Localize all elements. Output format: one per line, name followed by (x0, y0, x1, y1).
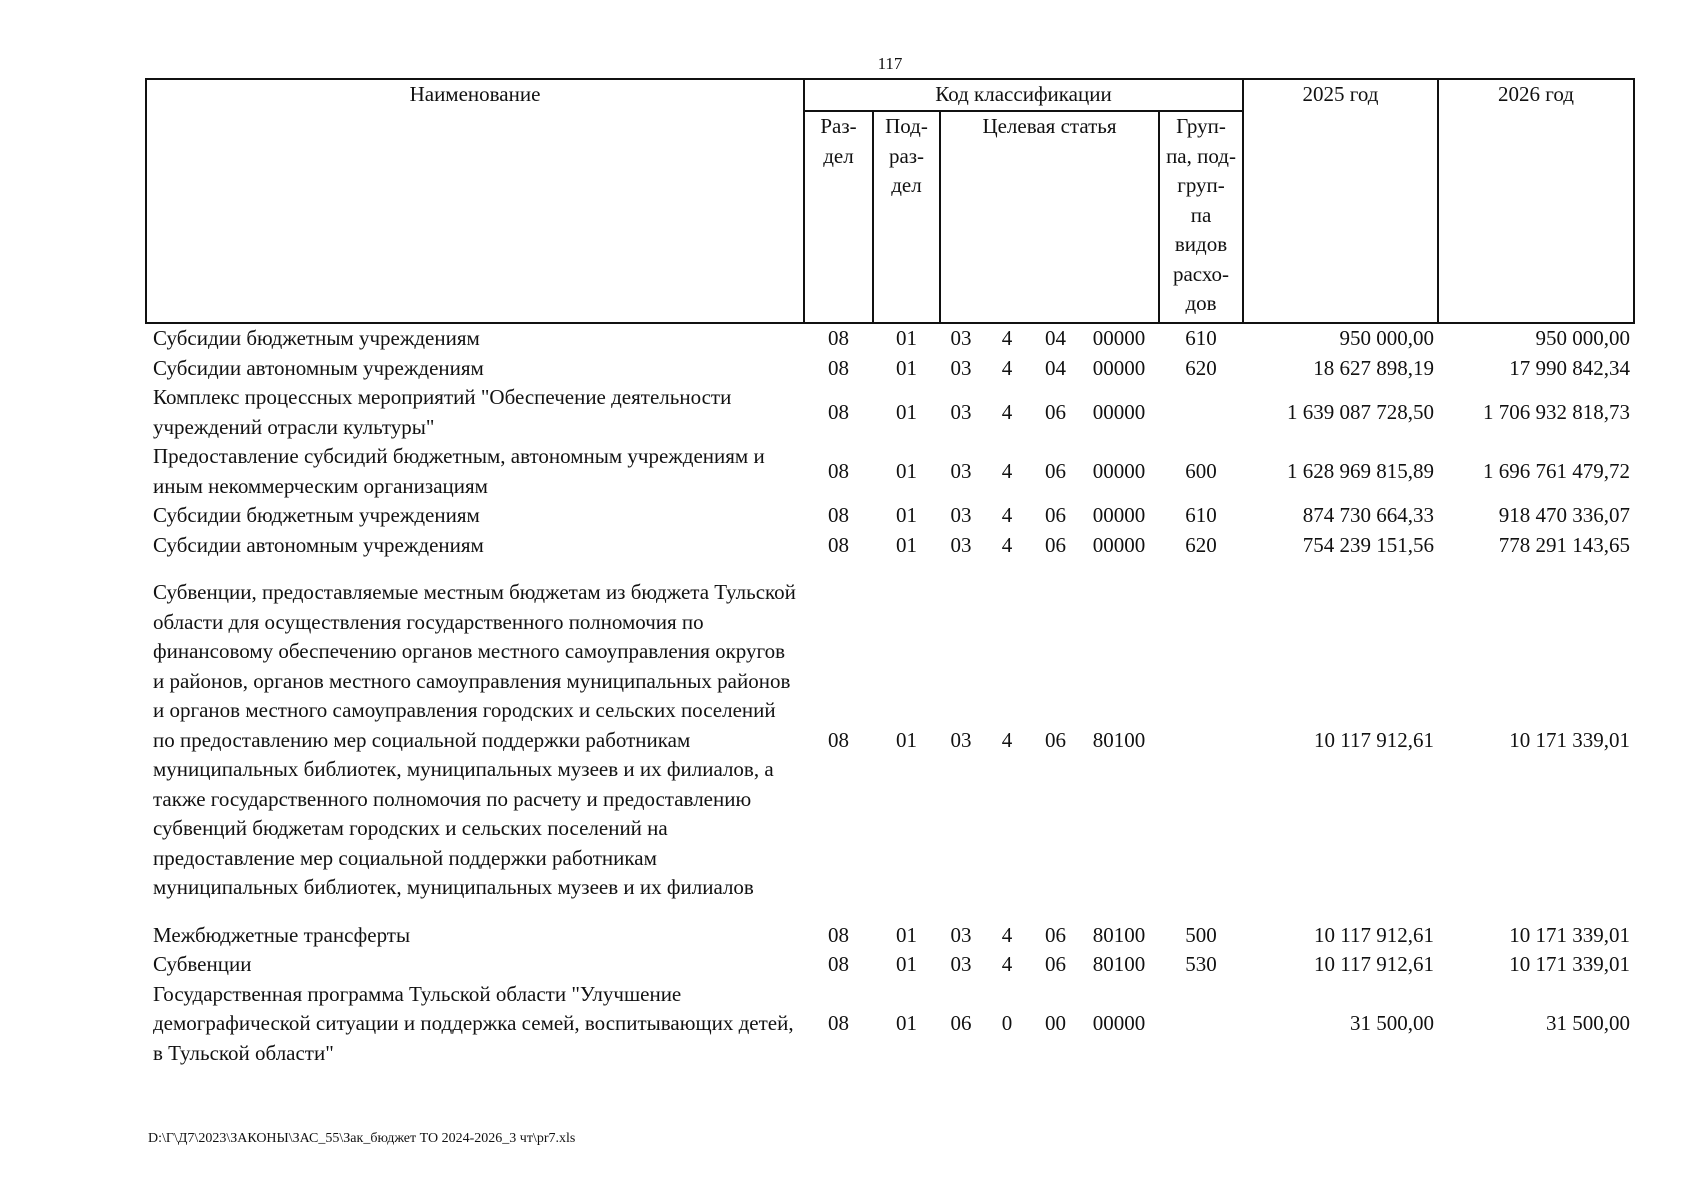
row-2025-value: 10 117 912,61 (1314, 922, 1434, 947)
row-target-3: 06 (1045, 922, 1066, 947)
row-razdel: 08 (828, 1011, 849, 1035)
row-razdel: 08 (828, 532, 849, 557)
row-group: 500 (1185, 922, 1217, 947)
row-group (1159, 560, 1243, 921)
row-2025-value: 10 117 912,61 (1314, 952, 1434, 976)
row-razdel: 08 (828, 922, 849, 947)
table-header (146, 79, 1634, 323)
table-row (146, 501, 1634, 531)
row-group: 620 (1185, 532, 1217, 557)
row-group (1159, 980, 1243, 1069)
row-razdel: 08 (828, 503, 849, 527)
header-year-2026: 2026 год (1438, 79, 1634, 323)
row-target-2: 4 (1001, 727, 1013, 752)
row-2026-value: 17 990 842,34 (1509, 355, 1630, 380)
row-target-3: 06 (1045, 952, 1066, 976)
row-target-4: 00000 (1092, 458, 1146, 483)
row-2025-value: 1 628 969 815,89 (1287, 458, 1434, 483)
row-2025-value: 754 239 151,56 (1302, 532, 1434, 557)
table-row (146, 442, 1634, 501)
row-podrazdel: 01 (896, 922, 917, 947)
row-target-1: 03 (950, 458, 972, 483)
header-target-article: Целевая статья (940, 111, 1159, 323)
header-name: Наименование (146, 79, 804, 323)
row-razdel: 08 (828, 458, 849, 483)
row-razdel: 08 (828, 952, 849, 976)
row-target-1: 03 (950, 399, 972, 424)
row-target-4: 80100 (1092, 922, 1146, 947)
table-row (146, 323, 1634, 354)
header-razdel: Раз- дел (804, 111, 873, 323)
row-name: Комплекс процессных мероприятий "Обеспечение деятельности учреждений отрасли культуры" (153, 385, 732, 439)
row-2026-value: 950 000,00 (1535, 326, 1630, 350)
row-target-4: 00000 (1092, 326, 1146, 350)
row-group: 610 (1185, 503, 1217, 527)
row-target-1: 03 (950, 922, 972, 947)
row-target-3: 06 (1045, 727, 1066, 752)
row-name: Субвенции, предоставляемые местным бюджетам из бюджета Тульской области для осуществления государственного полномочия по финансовому обеспечению органов местного самоуправления округов и районов, органов местного самоуправления муниципальных районов и органов местного самоуправления городских и сельских поселений по предоставлению мер социальной поддержки работникам муниципальных библиотек, муниципальных музеев и их филиалов, а также государственного полномочия по расчету и предоставлению субвенций бюджетам городских и сельских поселений на предоставление мер социальной поддержки работникам муниципальных библиотек, муниципальных музеев и их филиалов (153, 580, 796, 899)
header-code-classification: Код классификации (804, 79, 1243, 111)
row-target-4: 00000 (1092, 503, 1146, 527)
row-2026-value: 778 291 143,65 (1498, 532, 1630, 557)
row-target-3: 00 (1045, 1011, 1066, 1035)
row-razdel: 08 (828, 326, 849, 350)
row-podrazdel: 01 (896, 399, 917, 424)
row-target-1: 03 (950, 532, 972, 557)
header-podrazdel: Под- раз- дел (873, 111, 940, 323)
row-target-4: 00000 (1092, 532, 1146, 557)
row-podrazdel: 01 (896, 355, 917, 380)
row-2026-value: 10 171 339,01 (1509, 922, 1630, 947)
row-target-4: 00000 (1092, 355, 1146, 380)
budget-table (145, 78, 1635, 1068)
row-group (1159, 383, 1243, 442)
row-2026-value: 31 500,00 (1546, 1011, 1630, 1035)
row-2026-value: 1 696 761 479,72 (1483, 458, 1630, 483)
row-razdel: 08 (828, 727, 849, 752)
row-target-3: 04 (1045, 355, 1066, 380)
row-target-1: 03 (950, 952, 972, 976)
row-group: 610 (1185, 326, 1217, 350)
row-name: Предоставление субсидий бюджетным, автономным учреждениям и иным некоммерческим организациям (153, 444, 765, 498)
row-2025-value: 950 000,00 (1339, 326, 1434, 350)
row-2025-value: 874 730 664,33 (1302, 503, 1434, 527)
row-podrazdel: 01 (896, 503, 917, 527)
row-2026-value: 918 470 336,07 (1498, 503, 1630, 527)
row-target-1: 03 (950, 503, 972, 527)
row-target-3: 04 (1045, 326, 1066, 350)
row-podrazdel: 01 (896, 458, 917, 483)
row-target-2: 4 (1001, 503, 1013, 527)
row-target-1: 03 (950, 727, 972, 752)
row-name: Межбюджетные трансферты (153, 922, 411, 947)
row-target-4: 80100 (1092, 952, 1146, 976)
row-podrazdel: 01 (896, 532, 917, 557)
row-group: 530 (1185, 952, 1217, 976)
row-name: Субсидии бюджетным учреждениям (153, 503, 480, 527)
row-target-3: 06 (1045, 399, 1066, 424)
row-razdel: 08 (828, 355, 849, 380)
row-target-2: 4 (1001, 458, 1013, 483)
row-podrazdel: 01 (896, 727, 917, 752)
row-2026-value: 10 171 339,01 (1509, 727, 1630, 752)
row-target-2: 4 (1001, 355, 1013, 380)
row-name: Государственная программа Тульской области "Улучшение демографической ситуации и поддержка семей, воспитывающих детей, в Тульской области" (153, 981, 794, 1065)
header-expense-group: Груп- па, под- груп- па видов расхо- дов (1159, 111, 1243, 323)
row-target-1: 03 (950, 355, 972, 380)
row-2025-value: 31 500,00 (1350, 1011, 1434, 1035)
table-body (146, 323, 1634, 1068)
row-2025-value: 18 627 898,19 (1313, 355, 1434, 380)
row-name: Субсидии бюджетным учреждениям (153, 326, 480, 350)
row-target-2: 4 (1001, 326, 1013, 350)
row-2026-value: 10 171 339,01 (1509, 952, 1630, 976)
row-podrazdel: 01 (896, 326, 917, 350)
row-target-4: 80100 (1092, 727, 1146, 752)
row-target-2: 4 (1001, 922, 1013, 947)
row-podrazdel: 01 (896, 1011, 917, 1035)
row-name: Субсидии автономным учреждениям (153, 532, 484, 557)
row-target-3: 06 (1045, 532, 1066, 557)
table-row (146, 560, 1634, 921)
row-2026-value: 1 706 932 818,73 (1483, 399, 1630, 424)
row-target-4: 00000 (1092, 1011, 1146, 1035)
row-target-2: 0 (1001, 1011, 1013, 1035)
row-target-3: 06 (1045, 458, 1066, 483)
row-target-1: 06 (950, 1011, 972, 1035)
row-target-2: 4 (1001, 532, 1013, 557)
row-target-1: 03 (950, 326, 972, 350)
table-row (146, 980, 1634, 1069)
row-razdel: 08 (828, 399, 849, 424)
file-path-footer: D:\Г\Д7\2023\ЗАКОНЫ\ЗАС_55\Зак_бюджет ТО 2024-2026_3 чт\pr7.xls (148, 1131, 576, 1146)
table-row (146, 921, 1634, 951)
row-group: 620 (1185, 355, 1217, 380)
row-target-4: 00000 (1092, 399, 1146, 424)
row-target-3: 06 (1045, 503, 1066, 527)
row-name: Субвенции (153, 952, 252, 976)
header-year-2025: 2025 год (1243, 79, 1438, 323)
row-podrazdel: 01 (896, 952, 917, 976)
table-row (146, 950, 1634, 980)
row-target-2: 4 (1001, 952, 1013, 976)
row-2025-value: 1 639 087 728,50 (1287, 399, 1434, 424)
table-row (146, 531, 1634, 561)
page-number: 117 (877, 54, 903, 73)
table-row (146, 383, 1634, 442)
row-name: Субсидии автономным учреждениям (153, 355, 484, 380)
row-2025-value: 10 117 912,61 (1314, 727, 1434, 752)
row-target-2: 4 (1001, 399, 1013, 424)
table-row (146, 354, 1634, 384)
row-group: 600 (1185, 458, 1217, 483)
